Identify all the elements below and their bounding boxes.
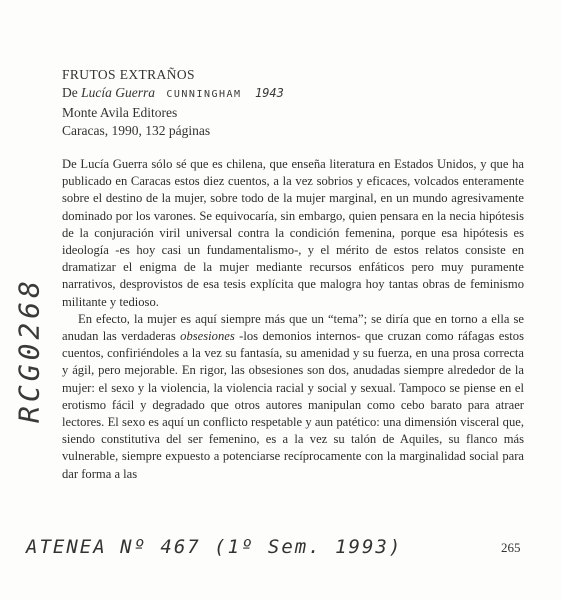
page-number: 265 (501, 540, 521, 555)
paragraph-2-end: -los demonios internos- que cruzan como ráfagas estos cuentos, confiriéndoles a la vez su fantasía, su amenidad y su fuerza, en una prosa correcta y ágil, pero mejorable. En rigor, las obsesiones son dos, anudadas siempre alrededor de la mujer: el sexo y la violencia, la violencia racial y social y sexual. Tampoco se piense en el erotismo fácil y degradado que otros autores manipulan como cebo barato para atraer lectores. El sexo es aquí un conflicto respetable y aun patético: una dimensión visceral que, siendo constitutiva del ser femenino, es a la vez su talón de Aquiles, su flanco más vulnerable, siempre expuesto a potenciarse recíprocamente con la marginalidad social para dar forma a las (62, 329, 524, 481)
handwritten-source-note: ATENEA Nº 467 (1º Sem. 1993) (26, 536, 403, 558)
paragraph-1: De Lucía Guerra sólo sé que es chilena, que enseña literatura en Estados Unidos, y que ha publicado en Caracas estos diez cuentos, a la vez sobrios y eficaces, volcados enteramente sobre el destino de la mujer, sobre todo de la mujer marginal, en un mundo agresivamente dominado por los varones. Se equivocaría, sin embargo, quien pensara en la necia hipótesis de la conjuración viril universal contra la condición femenina, porque esa hipótesis es ideología -es hoy casi un fundamentalismo-, y el mérito de estos relatos consiste en dramatizar el enigma de la mujer mediante recursos enfáticos pero muy puramente narrativos, desprovistos de esa tesis explícita que malogra hoy tantas obras de feminismo militante y tedioso. (62, 157, 524, 309)
archive-stamp (6, 240, 52, 460)
paragraph-2-emphasis: obsesiones (180, 329, 235, 344)
handwritten-name: CUNNINGHAM (166, 89, 242, 100)
publisher: Monte Avila Editores (62, 105, 178, 120)
author-prefix: De (62, 85, 78, 100)
publication-details: Caracas, 1990, 132 páginas (62, 123, 211, 138)
paragraph-2-start: En efecto, la mujer es aquí siempre más que un “tema”; se diría que en torno a ella se anudan las verdaderas (62, 311, 524, 344)
review-body (62, 156, 524, 483)
book-title: FRUTOS EXTRAÑOS (62, 67, 195, 82)
author-line (62, 84, 284, 104)
author-name: Lucía Guerra (81, 85, 155, 100)
paragraph-2 (62, 311, 524, 483)
handwritten-year: 1943 (254, 86, 284, 100)
book-header (62, 66, 284, 140)
archive-code: RCG0268 (12, 276, 46, 424)
